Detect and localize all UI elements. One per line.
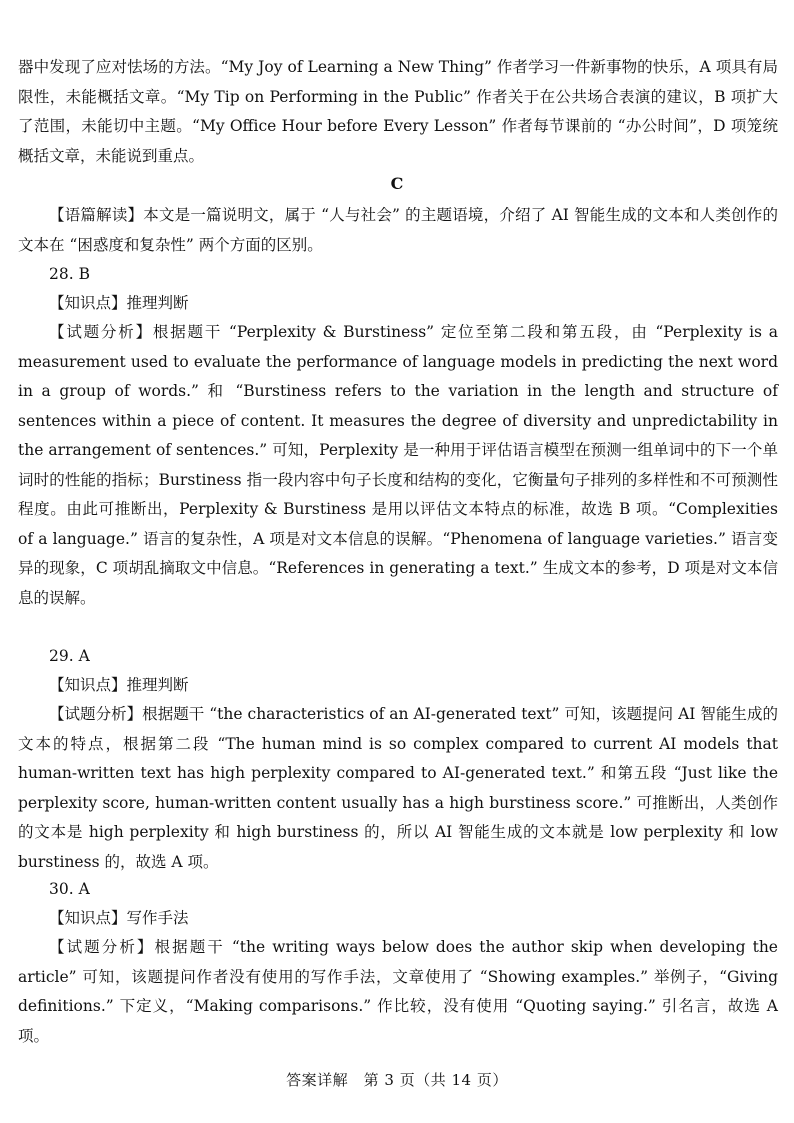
q30-answer: 30. A (49, 880, 90, 898)
section-letter: C (390, 174, 404, 193)
passage-intro: 【语篇解读】本文是一篇说明文，属于 “人与社会” 的主题语境，介绍了 AI 智能生成的文本和人类创作的文本在 “困惑度和复杂性” 两个方面的区别。 (18, 206, 778, 254)
q30-analysis: 【试题分析】根据题干 “the writing ways below does the author skip when developing the article” 可知，该题提问作者没有使用的写作手法，文章使用了 “Showing examples.” 举例子，“Giving definitions.” 下定义，“Making comparisons.” 作比较，没有使用 “Quoting saying.” 引名言，故选 A 项。 (18, 938, 778, 1045)
q28-knowledge-point: 【知识点】推理判断 (49, 294, 189, 312)
q29-knowledge-point: 【知识点】推理判断 (49, 676, 189, 694)
continuation-paragraph: 器中发现了应对怯场的方法。“My Joy of Learning a New Thing” 作者学习一件新事物的快乐，A 项具有局限性，未能概括文章。“My Tip on Performing in the Public” 作者关于在公共场合表演的建议，B 项扩大了范围，未能切中主题。“My Office Hour before Every Lesson” 作者每节课前的 “办公时间”，D 项笼统概括文章，未能说到重点。 (18, 58, 778, 165)
q30-knowledge-point: 【知识点】写作手法 (49, 909, 189, 927)
page-footer: 答案详解 第 3 页（共 14 页） (286, 1071, 508, 1089)
q29-answer: 29. A (49, 647, 90, 665)
q28-analysis: 【试题分析】根据题干 “Perplexity & Burstiness” 定位至第二段和第五段，由 “Perplexity is a measurement used to evaluate the performance of language models in predicting the next word in a group of words.” 和 “Burstiness refers to the variation in the length and structure of sentences within a piece of content. It measures the degree of diversity and unpredictability in the arrangement of sentences.” 可知，Perplexity 是一种用于评估语言模型在预测一组单词中的下一个单词时的性能的指标；Burstiness 指一段内容中句子长度和结构的变化，它衡量句子排列的多样性和不可预测性程度。由此可推断出，Perplexity & Burstiness 是用以评估文本特点的标准，故选 B 项。“Complexities of a language.” 语言的复杂性，A 项是对文本信息的误解。“Phenomena of language varieties.” 语言变异的现象，C 项胡乱摘取文中信息。“References in generating a text.” 生成文本的参考，D 项是对文本信息的误解。 (18, 323, 778, 607)
q29-analysis: 【试题分析】根据题干 “the characteristics of an AI-generated text” 可知，该题提问 AI 智能生成的文本的特点，根据第二段 “The human mind is so complex compared to current AI models that human-written text has high perplexity compared to AI-generated text.” 和第五段 “Just like the perplexity score, human-written content usually has a high burstiness score.” 可推断出，人类创作的文本是 high perplexity 和 high burstiness 的，所以 AI 智能生成的文本就是 low perplexity 和 low burstiness 的，故选 A 项。 (18, 705, 778, 871)
q28-answer: 28. B (49, 265, 90, 283)
